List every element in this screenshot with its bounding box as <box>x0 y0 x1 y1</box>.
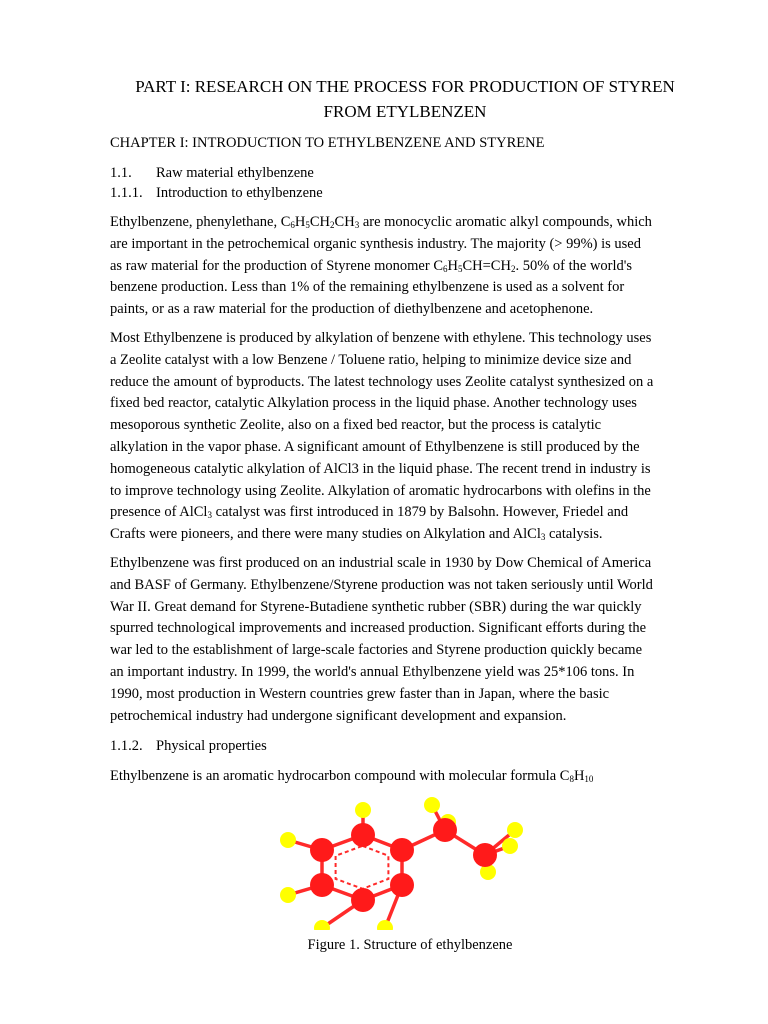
carbon-atom <box>351 823 375 847</box>
carbon-atom <box>473 843 497 867</box>
paragraph-line: reduce the amount of byproducts. The latest technology uses Zeolite catalyst synthesized on a <box>110 373 654 390</box>
paragraph-line: Ethylbenzene, phenylethane, $C_6H_5CH_2CH_3$ are monocyclic aromatic alkyl compounds, which <box>110 214 652 230</box>
paragraph-line: to improve technology using Zeolite. Alkylation of aromatic hydrocarbons with olefins in the <box>110 482 651 499</box>
paragraph-line: Ethylbenzene is an aromatic hydrocarbon compound with molecular formula $C_8H_{10}$ <box>110 768 594 784</box>
carbon-atom <box>310 838 334 862</box>
hydrogen-atom <box>314 920 330 930</box>
section-title: Raw material ethylbenzene <box>156 165 314 181</box>
carbon-atom <box>390 873 414 897</box>
hydrogen-atom <box>377 920 393 930</box>
chapter-heading: CHAPTER I: INTRODUCTION TO ETHYLBENZENE AND STYRENE <box>110 135 545 151</box>
section-number: 1.1.2. <box>110 738 143 754</box>
hydrogen-atom <box>355 802 371 818</box>
section-title: Introduction to ethylbenzene <box>156 185 323 201</box>
paragraph-line: and BASF of Germany. Ethylbenzene/Styrene production was not taken seriously until World <box>110 576 653 593</box>
paragraph-line: homogeneous catalytic alkylation of AlCl3 in the liquid phase. The recent trend in industry is <box>110 460 651 477</box>
section-title: Physical properties <box>156 738 267 754</box>
ethylbenzene-molecule-figure <box>270 790 540 930</box>
carbon-atom <box>390 838 414 862</box>
carbon-atom <box>310 873 334 897</box>
paragraph-line: petrochemical industry had undergone significant development and expansion. <box>110 707 567 724</box>
hydrogen-atom <box>507 822 523 838</box>
title-line-1: PART I: RESEARCH ON THE PROCESS FOR PRODUCTION OF STYREN <box>135 77 675 96</box>
paragraph-line: war led to the establishment of large-scale factories and Styrene production quickly became <box>110 642 643 659</box>
paragraph-4 <box>110 766 720 788</box>
paragraph-line: Crafts were pioneers, and there were many studies on Alkylation and AlCl$_3$ catalysis. <box>110 526 603 543</box>
paragraph-line: fixed bed reactor, catalytic Alkylation process in the liquid phase. Another technology uses <box>110 395 637 412</box>
paragraph-line: spurred technological improvements and increased production. Significant efforts during the <box>110 620 647 637</box>
figure-caption: Figure 1. Structure of ethylbenzene <box>307 937 513 953</box>
title-line-2: FROM ETYLBENZEN <box>323 102 487 121</box>
paragraph-2 <box>110 328 720 546</box>
section-heading-1-1-1 <box>110 182 323 204</box>
paragraph-line: Ethylbenzene was first produced on an industrial scale in 1930 by Dow Chemical of America <box>110 555 652 571</box>
paragraph-line: as raw material for the production of Styrene monomer $C_6H_5CH=CH_2$. 50% of the world's <box>110 257 633 274</box>
paragraph-3 <box>110 553 720 727</box>
paragraph-line: Most Ethylbenzene is produced by alkylation of benzene with ethylene. This technology uses <box>110 330 652 346</box>
paragraph-line: mesoporous synthetic Zeolite, also on a fixed bed reactor, but the process is catalytic <box>110 417 602 434</box>
paragraph-line: a Zeolite catalyst with a low Benzene / Toluene ratio, helping to minimize device size and <box>110 351 632 368</box>
paragraph-line: are important in the petrochemical organic synthesis industry. The majority (> 99%) is used <box>110 235 641 252</box>
paragraph-line: an important industry. In 1999, the world's annual Ethylbenzene yield was 25*106 tons. In <box>110 663 635 680</box>
section-heading-1-1 <box>110 162 314 184</box>
paragraph-line: alkylation in the vapor phase. A significant amount of Ethylbenzene is still produced by the <box>110 438 640 455</box>
paragraph-line: presence of AlCl$_3$ catalyst was first introduced in 1879 by Balsohn. However, Friedel and <box>110 504 629 521</box>
paragraph-line: benzene production. Less than 1% of the remaining ethylbenzene is used as a solvent for <box>110 279 625 296</box>
section-heading-1-1-2 <box>110 735 267 757</box>
aromatic-ring <box>336 846 389 889</box>
hydrogen-atom <box>424 797 440 813</box>
hydrogen-atom <box>280 832 296 848</box>
molecule-bonds <box>288 805 515 928</box>
carbon-atom <box>351 888 375 912</box>
section-number: 1.1.1. <box>110 185 143 201</box>
paragraph-line: 1990, most production in Western countries grew faster than in Japan, where the basic <box>110 685 610 702</box>
paragraph-line: War II. Great demand for Styrene-Butadiene synthetic rubber (SBR) during the war quickly <box>110 598 642 615</box>
hydrogen-atom <box>502 838 518 854</box>
hydrogen-atom <box>280 887 296 903</box>
paragraph-1 <box>110 212 720 321</box>
page-title <box>60 74 750 124</box>
paragraph-line: paints, or as a raw material for the production of diethylbenzene and acetophenone. <box>110 301 594 318</box>
section-number: 1.1. <box>110 165 132 181</box>
carbon-atom <box>433 818 457 842</box>
